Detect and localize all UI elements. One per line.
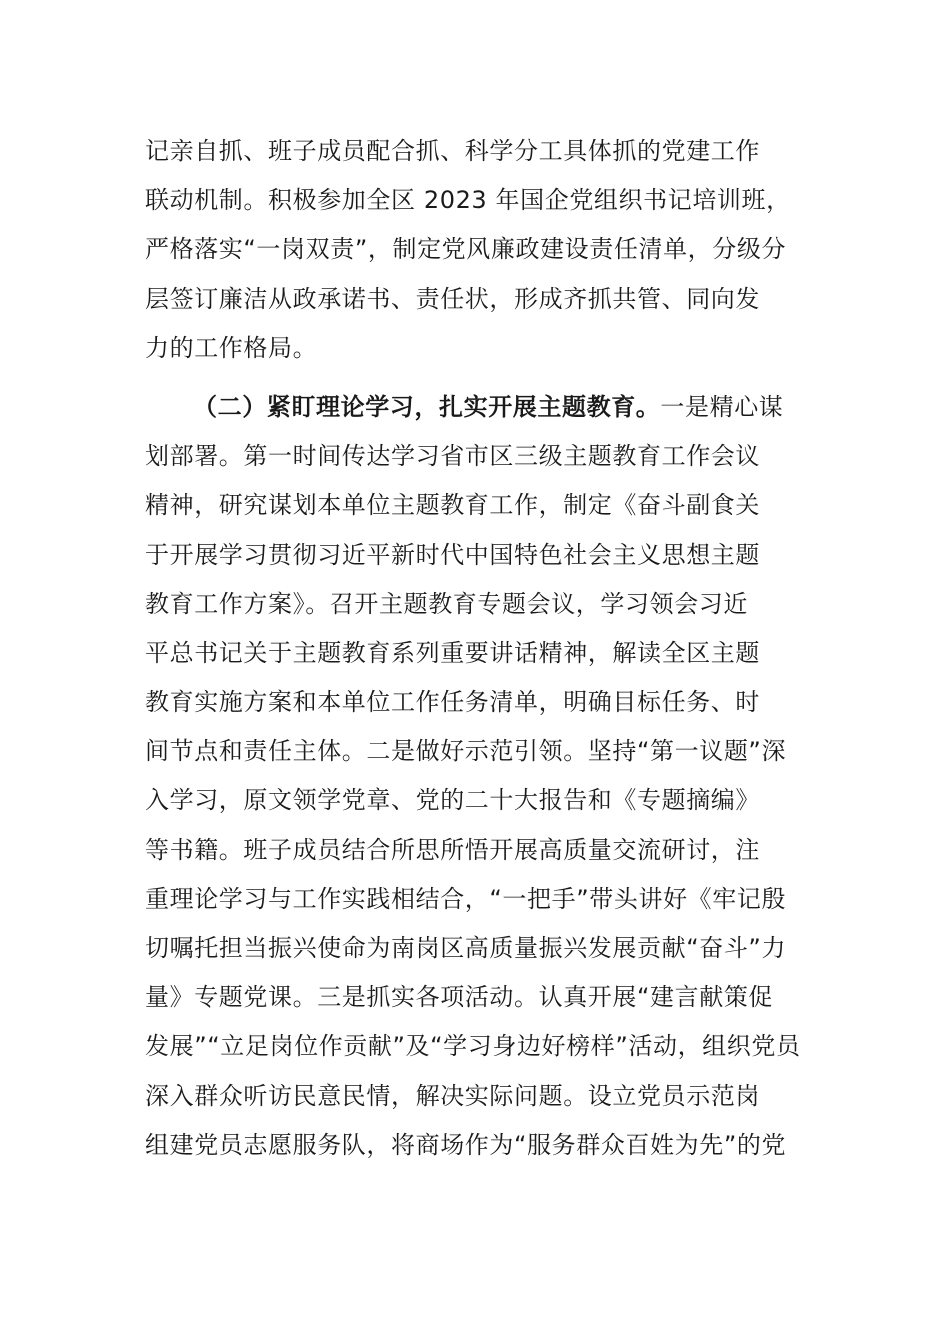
paragraph-2 [145, 383, 807, 1170]
text-line: 重理论学习与工作实践相结合，“一把手”带头讲好《牢记殷 [145, 884, 787, 913]
text-line: 教育实施方案和本单位工作任务清单，明确目标任务、时 [145, 688, 760, 717]
text-line: 间节点和责任主体。二是做好示范引领。坚持“第一议题”深 [145, 737, 787, 766]
text-line: 发展”“立足岗位作贡献”及“学习身边好榜样”活动，组织党员 [145, 1032, 801, 1061]
text-line: 量》专题党课。三是抓实各项活动。认真开展“建言献策促 [145, 983, 774, 1012]
text-line: 层签订廉洁从政承诺书、责任状，形成齐抓共管、同向发 [145, 284, 760, 313]
text-line: 联动机制。积极参加全区 2023 年国企党组织书记培训班， [145, 186, 791, 215]
text-line: 精神，研究谋划本单位主题教育工作，制定《奋斗副食关 [145, 491, 760, 520]
paragraph-spacing [145, 373, 807, 383]
text-line: 平总书记关于主题教育系列重要讲话精神，解读全区主题 [145, 638, 760, 667]
text-line: 划部署。第一时间传达学习省市区三级主题教育工作会议 [145, 442, 760, 471]
text-line: 入学习，原文领学党章、党的二十大报告和《专题摘编》 [145, 786, 760, 815]
paragraph-first-line [145, 383, 807, 432]
text-line: 于开展学习贯彻习近平新时代中国特色社会主义思想主题 [145, 540, 760, 569]
text-line: 组建党员志愿服务队，将商场作为“服务群众百姓为先”的党 [145, 1130, 787, 1159]
text-line: 记亲自抓、班子成员配合抓、科学分工具体抓的党建工作 [145, 137, 760, 165]
text-line: 严格落实“一岗双责”，制定党风廉政建设责任清单，分级分 [145, 235, 787, 264]
document-body [145, 127, 807, 1170]
text-line: 等书籍。班子成员结合所思所悟开展高质量交流研讨，注 [145, 835, 760, 864]
heading-trailing-text: 一是精心谋 [660, 392, 784, 421]
text-line: 教育工作方案》。召开主题教育专题会议，学习领会习近 [145, 589, 748, 618]
text-line: 力的工作格局。 [145, 333, 318, 362]
text-line: 切嘱托担当振兴使命为南岗区高质量振兴发展贡献“奋斗”力 [145, 934, 787, 962]
text-line: 深入群众听访民意民情，解决实际问题。设立党员示范岗 [145, 1081, 760, 1110]
section-heading: （二）紧盯理论学习，扎实开展主题教育。 [193, 392, 661, 421]
paragraph-1 [145, 127, 807, 373]
